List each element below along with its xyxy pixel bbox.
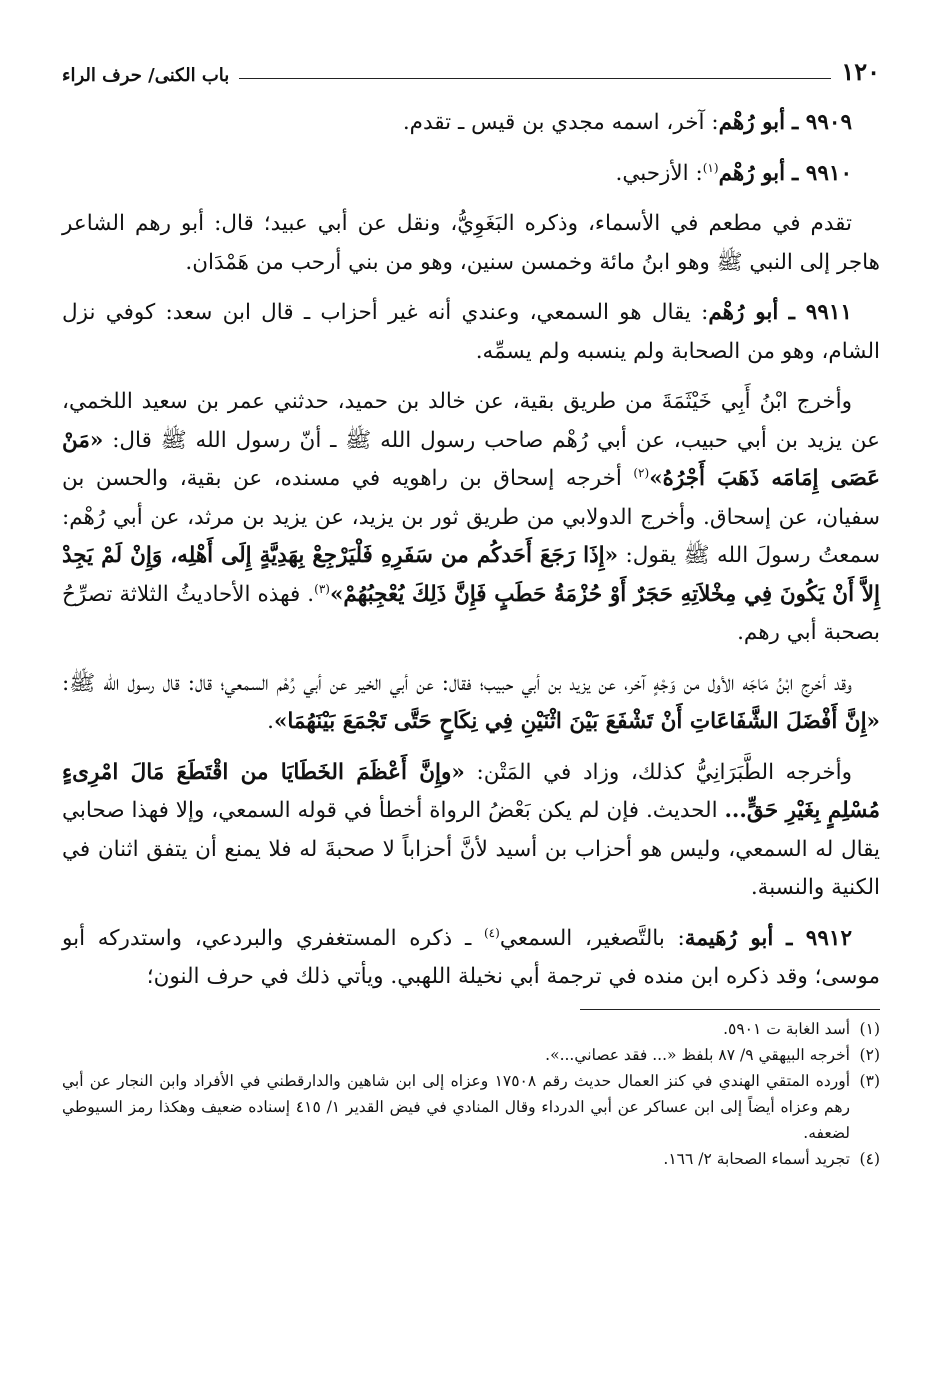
entry-text: : الأزحبي. [615,160,703,186]
footnote-2 [62,1042,880,1068]
footnotes [62,1016,880,1172]
entry-9911 [62,294,880,371]
footnote-ref: (١) [702,160,719,175]
entry-name: أبو رُهْم [718,160,786,186]
footnote-ref: (٤) [483,925,500,940]
paragraph-hadith-1 [62,383,880,653]
hadith-quote: «إِنَّ أَفْضَلَ الشَّفَاعَاتِ أَنْ تَشْفَعَ بَيْنَ اثْنَيْنِ فِي نِكَاحٍ حَتَّى تَجْمَعَ بَيْنَهُمَا» [273,709,880,734]
paragraph-text: . [267,709,274,734]
hadith-quote: «إِذَا رَجَعَ أَحَدكُم من سَفَرِهِ فَلْيَرْجِعْ بِهَدِيَّةٍ إِلَى أَهْلِه، وَإِنْ لَمْ يَجِدْ إِلاَّ أَنْ يَكُونَ فِي مِخْلاَتِهِ حَجَرٌ أَوْ حُزْمَةُ حَطَبٍ فَإِنَّ ذَلِكَ يُعْجِبُهُمْ» [62,543,880,607]
paragraph-text: وأخرج ابْنُ أَبِي خَيْثَمَةَ من طريق بقية، عن خالد بن حميد، حدثني عمر بن سعيد اللخمي، عن يزيد بن أبي حبيب، عن أبي رُهْم صاحب رسول الله ﷺ ـ أنّ رسول الله ﷺ قال: [62,389,880,453]
paragraph: تقدم في مطعم في الأسماء، وذكره البَغَوِيُّ، ونقل عن أبي عبيد؛ قال: أبو رهم الشاعر هاجر إلى النبي ﷺ وهو ابنُ مائة وخمسن سنين، وهو من بني أرحب من هَمْدَان. [62,211,880,275]
page-number: ١٢٠ [841,57,880,86]
hadith-quote: «وإِنَّ أَعْظَمَ الخَطَايَا من اقْتَطَعَ مَالَ امْرِىءٍ مُسْلِمٍ بِغَيْرِ حَقٍّ... [62,759,880,823]
entry-number: ٩٩١٢ ـ [786,925,852,951]
entry-name: أبو رُهَيمة [684,925,774,951]
entry-text: : بالتَّصغير، السمعي [499,925,685,951]
entry-text: : يقال هو السمعي، وعندي أنه غير أحزاب ـ قال ابن سعد: كوفي نزل الشام، وهو من الصحابة ولم ينسبه ولم يسمِّه. [62,300,880,364]
footnote-number: (٣) [859,1071,880,1090]
entry-9910 [62,155,880,194]
footnote-1 [62,1016,880,1042]
paragraph-text: الحديث. فإن لم يكن بَعْضُ الرواة أخطأ في قوله السمعي، وإلا فهذا صحابي يقال له السمعي، وليس هو أحزاب بن أسيد لأنَّ أحزاباً لا صحبةَ له فلا يمنع أن يتفق اثنان في الكنية والنسبة. [62,798,880,900]
entry-name: أبو رُهْم [718,110,786,135]
header-rule [239,78,831,79]
entry-text: : آخر، اسمه مجدي بن قيس ـ تقدم. [402,110,719,135]
footnote-3 [62,1068,880,1146]
footnote-number: (٢) [859,1045,880,1064]
running-title: باب الكنى/ حرف الراء [62,65,230,86]
paragraph-text: . فهذه الأحاديثُ الثلاثة تصرِّحُ بصحبة أبي رهم. [62,581,880,645]
footnote-number: (١) [859,1019,880,1038]
document-page [62,50,880,1172]
paragraph-text: وأخرجه الطَّبَرَانِيُّ كذلك، وزاد في المَتْن: [476,759,852,785]
footnote-text: أسد الغابة ت ٥٩٠١. [723,1019,850,1038]
paragraph-hadith-3 [62,754,880,908]
footnote-ref: (٢) [633,465,650,480]
footnote-text: أورده المتقي الهندي في كنز العمال حديث رقم ١٧٥٠٨ وعزاه إلى ابن شاهين والدارقطني في الأفراد وابن النجار عن أبي رهم وعزاه أيضاً إلى ابن عساكر عن أبي الدرداء وقال المنادي في فيض القدير ١/ ٤١٥ إسناده ضعيف وهكذا رمز السيوطي لضعفه. [62,1071,851,1142]
footnote-number: (٤) [859,1149,880,1168]
entry-text: ـ ذكره المستغفري والبردعي، واستدركه أبو موسى؛ وقد ذكره ابن منده في ترجمة أبي نخيلة اللهبي. ويأتي ذلك في حرف النون؛ [62,925,880,989]
paragraph-hadith-2 [62,665,880,742]
hadith-quote: «مَنْ عَصَى إِمَامَه ذَهَبَ أَجْرُهُ» [62,427,880,491]
footnote-ref: (٣) [314,581,330,596]
main-text [62,104,880,997]
page-header [62,50,880,86]
paragraph-text: أخرجه إسحاق بن راهويه في مسنده، عن بقية، والحسن بن سفيان، عن إسحاق. وأخرج الدولابي من طريق ثور بن يزيد، عن يزيد بن مرثد، عن أبي رُهْم: سمعتُ رسولَ الله ﷺ يقول: [62,466,880,568]
paragraph-text: وقد أخرج ابْنُ مَاجَه الأول من وَجْهٍ آخر، عن يزيد بن أبي حبيب؛ فقال: عن أبي الخير عن أبي رُهْم السمعي؛ قال: قال رسول الله ﷺ: [62,670,852,696]
entry-name: أبو رُهْم [708,300,779,325]
footnote-text: أخرجه البيهقي ٩/ ٨٧ بلفظ «... فقد عصاني...». [545,1045,850,1064]
entry-number: ٩٩١٠ ـ [792,160,852,186]
footnote-divider [580,1009,880,1010]
entry-9912 [62,920,880,997]
footnote-text: تجريد أسماء الصحابة ٢/ ١٦٦. [663,1149,850,1168]
footnote-4 [62,1146,880,1172]
entry-number: ٩٩١١ ـ [788,300,852,325]
entry-number: ٩٩٠٩ ـ [792,110,852,135]
entry-9909 [62,104,880,143]
